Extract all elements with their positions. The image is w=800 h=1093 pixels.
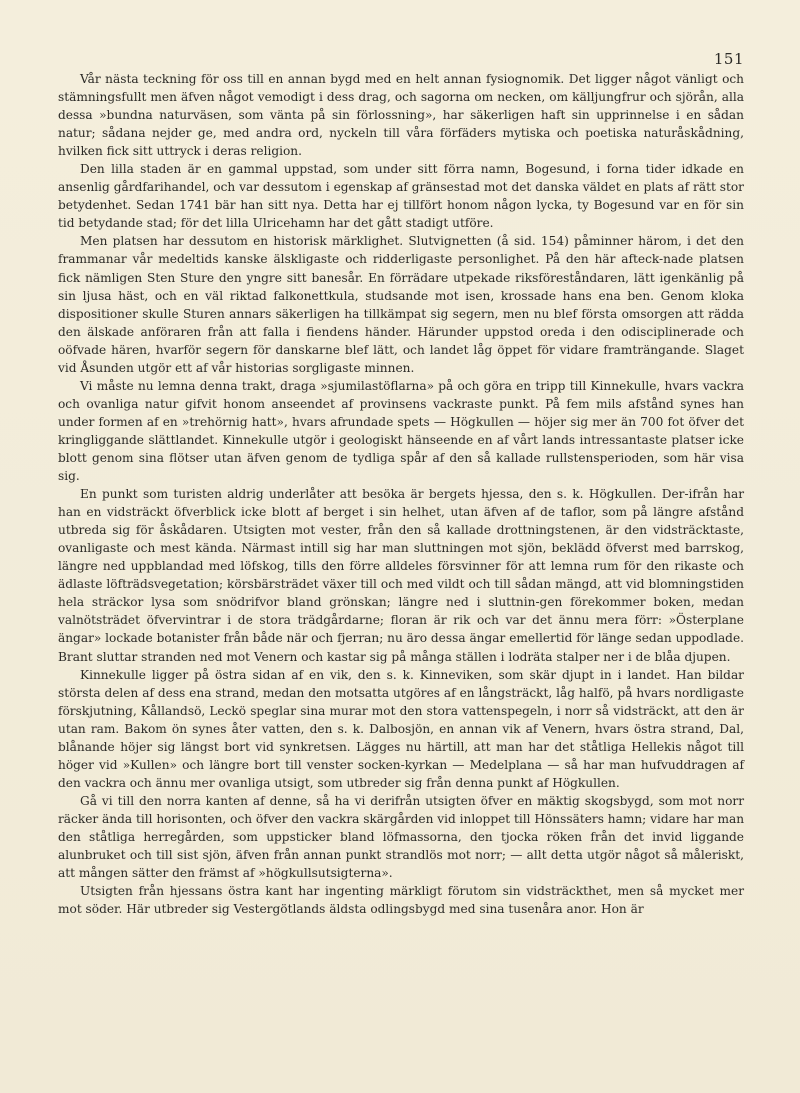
body-text xyxy=(58,70,744,918)
paragraph: Men platsen har dessutom en historisk märklighet. Slutvignetten (å sid. 154) påminner härom, i det den frammanar vår medeltids kanske älskligaste och ridderligaste personlighet. På den här afteck-nade platsen fick nämligen Sten Sture den yngre sitt banesår. En förrädare utpekade riksföreståndaren, lätt igenkänlig på sin ljusa häst, och en väl riktad falkonettkula, studsande mot isen, krossade hans ena ben. Genom kloka dispositioner skulle Sturen annars säkerligen ha tillkämpat sig segern, men nu blef första omsorgen att rädda den älskade anföraren från att falla i fiendens händer. Härunder uppstod oreda i den odisciplinerade och oöfvade hären, hvarför segern för danskarne blef lätt, och landet låg öppet för vidare framträngande. Slaget vid Åsunden utgör ett af vår historias sorgligaste minnen. xyxy=(58,234,744,375)
paragraph: En punkt som turisten aldrig underlåter att besöka är bergets hjessa, den s. k. Högkullen. Der-ifrån har han en vidsträckt öfverblick icke blott af berget i sin helhet, utan äfven af de taflor, som på längre afstånd utbreda sig för åskådaren. Utsigten mot vester, från den så kallade drottningstenen, är den vidsträcktaste, ovanligaste och mest kända. Närmast intill sig har man sluttningen mot sjön, beklädd öfverst med barrskog, längre ned uppblandad med löfskog, tills den förre alldeles försvinner för att lemna rum för den rikaste och ädlaste löfträdsvegetation; körsbärsträdet växer till och med vildt och till sådan mängd, att vid blomningstiden hela sträckor lysa som snödrifvor bland grönskan; längre ned i sluttnin-gen förekommer boken, medan valnötsträdet öfvervintrar i de stora trädgårdarne; floran är rik och var det ännu mera förr: »Österplane ängar» lockade botanister från både när och fjerran; nu äro dessa ängar emellertid för länge sedan uppodlade. Brant sluttar stranden ned mot Venern och kastar sig på många ställen i lodräta stalper ner i de blåa djupen. xyxy=(58,487,744,664)
paragraph: Vi måste nu lemna denna trakt, draga »sjumilastöflarna» på och göra en tripp till Kinnekulle, hvars vackra och ovanliga natur gifvit honom anseendet af provinsens vackraste punkt. På fem mils afstånd synes han under formen af en »trehörnig hatt», hvars afrundade spets — Högkullen — höjer sig mer än 700 fot öfver det kringliggande slättlandet. Kinnekulle utgör i geologiskt hänseende en af vårt lands intressantaste platser icke blott genom sina flötser utan äfven genom de tydliga spår af den så kallade rullstensperioden, som här visa sig. xyxy=(58,378,744,484)
paragraph: Utsigten från hjessans östra kant har ingenting märkligt förutom sin vidsträckthet, men så mycket mer mot söder. Här utbreder sig Vestergötlands äldsta odlingsbygd med sina tusenåra anor. Hon är xyxy=(58,884,744,917)
page-number: 151 xyxy=(713,50,744,68)
paragraph: Gå vi till den norra kanten af denne, så ha vi derifrån utsigten öfver en mäktig skogsbygd, som mot norr räcker ända till horisonten, och öfver den vackra skärgården vid inloppet till Hönssäters hamn; vidare har man den ståtliga herregården, som uppsticker bland löfmassorna, den tjocka röken från det invid liggande alunbruket och till sist sjön, äfven från annan punkt strandlös mot norr; — allt detta utgör något så måleriskt, att mången sätter den främst af »högkullsutsigterna». xyxy=(58,793,745,881)
paragraph: Vår nästa teckning för oss till en annan bygd med en helt annan fysiognomik. Det ligger något vänligt och stämningsfullt men äfven något vemodigt i dess drag, och sagorna om necken, om källjungfrur och sjörån, alla dessa »bundna naturväsen, som vänta på sin förlossning», har säkerligen haft sin upprinnelse i en sådan natur; sådana nejder ge, med andra ord, nyckeln till våra förfäders mytiska och poetiska naturåskådning, hvilken fick sitt uttryck i deras religion. xyxy=(58,72,744,159)
paragraph: Den lilla staden är en gammal uppstad, som under sitt förra namn, Bogesund, i forna tider idkade en ansenlig gårdfarihandel, och var dessutom i egenskap af gränsestad mot det danska väldet en plats af rätt stor betydenhet. Sedan 1741 bär han sitt nya. Detta har ej tillfört honom någon lycka, ty Bogesund var en för sin tid betydande stad; för det lilla Ulricehamn har det gått stadigt utföre. xyxy=(58,162,744,231)
paragraph: Kinnekulle ligger på östra sidan af en vik, den s. k. Kinneviken, som skär djupt in i landet. Han bildar största delen af dess ena strand, medan den motsatta utgöres af en långsträckt, låg halfö, på hvars nordligaste förskjutning, Kållandsö, Leckö speglar sina murar mot den stora vattenspegeln, i norr så vidsträckt, att den är utan ram. Bakom ön synes åter vatten, den s. k. Dalbosjön, en annan vik af Venern, hvars östra strand, Dal, blånande höjer sig längst bort vid synkretsen. Lägges nu härtill, att man har det ståtliga Hellekis något till höger vid »Kullen» och längre bort till venster socken-kyrkan — Medelplana — så har man hufvuddragen af den vackra och ännu mer ovanliga utsigt, som utbreder sig från denna punkt af Högkullen. xyxy=(58,667,744,790)
